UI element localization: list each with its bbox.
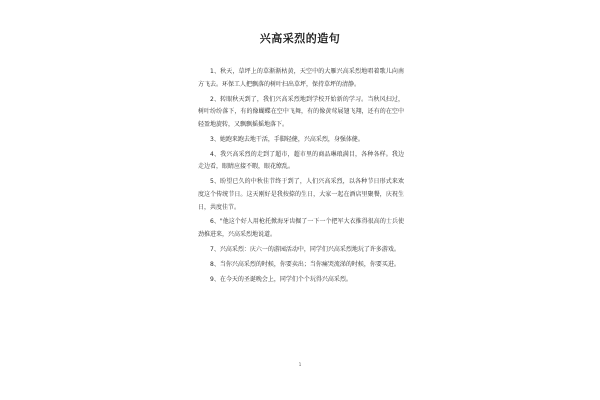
paragraph-2: 2、转眼秋天到了，我们兴高采烈地到学校开始新的学习。当秋风扫过，树叶纷纷落下，有的像蝴蝶在空中飞舞，有的像黄莺展翅飞翔，还有的在空中轻盈地旋转，又飘飘摇摇地落下。 [198,95,404,128]
paragraph-3: 3、她跑来跑去地干活，手脚轻健，兴高采烈，身强体健。 [210,135,364,143]
page-title: 兴高采烈的造句 [259,32,341,45]
page-number: 1 [298,362,302,367]
paragraph-5: 5、盼望已久的中秋佳节终于到了，人们兴高采烈，以各种节日形式来欢度这个传统节日。这天刚好是我按捺的生日，大家一起在酒店里聚餐，庆祝生日，共度佳节。 [198,178,404,211]
paragraph-9: 9、在今天的圣诞晚会上，同学们个个玩得兴高采烈。 [210,276,352,284]
paragraph-4: 4、我兴高采烈的走到了超市，超市里的商品琳琅满目，各种各样。我边走边看，眼睛应接不暇，眼花缭乱。 [198,150,404,171]
paragraph-7: 7、兴高采烈：庆六一的游园活动中，同学们兴高采烈地玩了许多游戏。 [210,246,400,254]
paragraph-8: 8、当你兴高采烈的时候，你要卖出；当你痛哭流涕的时候，你要买进。 [210,261,400,269]
paragraph-1: 1、秋天，草坪上的草渐渐枯黄，天空中的大雁兴高采烈地唱着歌儿向南方飞去。环保工人把飘落的树叶扫出草坪，保持草坪的清静。 [198,68,404,88]
document-body [198,66,404,289]
paragraph-6: 6、"他这个好人用枪托掀海牙齿掘了一下一个把军大衣推得很高的士兵使劲推进来，兴高采烈地说道。 [198,218,404,239]
